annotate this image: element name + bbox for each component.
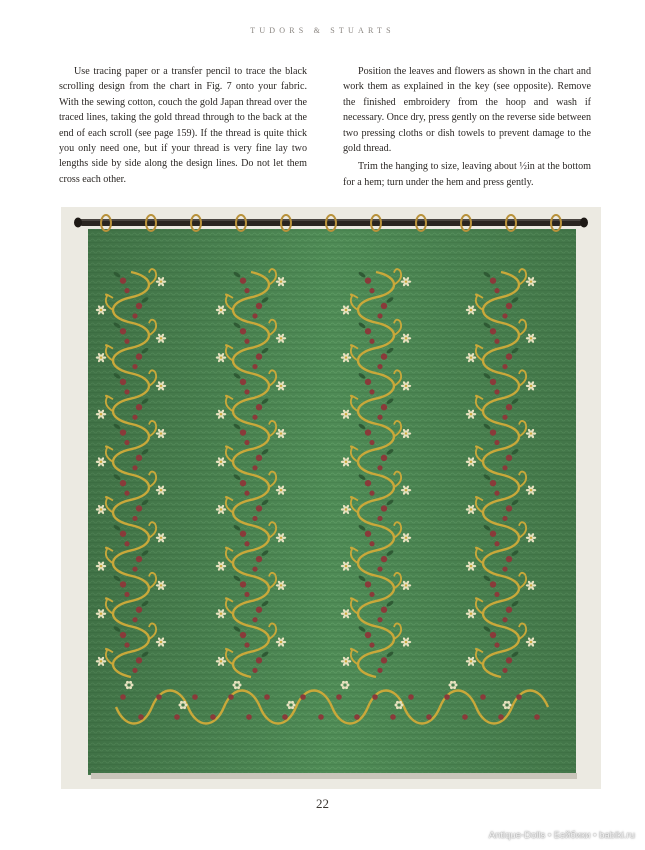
rose-knot bbox=[354, 714, 360, 720]
rose-knot bbox=[365, 581, 371, 587]
daisy-petal bbox=[288, 701, 291, 704]
daisy-petal bbox=[507, 706, 510, 709]
daisy-petal bbox=[126, 681, 129, 684]
rose-knot bbox=[240, 581, 246, 587]
paragraph: Position the leaves and flowers as shown in the chart and work them as explained in the key (see opposite). Remove the finished embroidery from the hoop and wash if necessary. Once dry, press gently on the reverse side between two pressing cloths or dish towels to prevent damage to the gold thread. bbox=[343, 66, 591, 155]
rose-knot bbox=[369, 541, 374, 546]
daisy-center bbox=[280, 280, 282, 282]
rose-knot bbox=[124, 440, 129, 445]
rose-knot bbox=[534, 714, 540, 720]
rose-knot bbox=[120, 328, 126, 334]
rose-knot bbox=[210, 714, 216, 720]
rose-knot bbox=[336, 694, 342, 700]
daisy-petal bbox=[129, 681, 132, 684]
daisy-center bbox=[100, 565, 102, 567]
rose-knot bbox=[244, 339, 249, 344]
rose-knot bbox=[240, 632, 246, 638]
rose-knot bbox=[377, 516, 382, 521]
daisy-petal bbox=[504, 706, 507, 709]
rose-knot bbox=[444, 694, 450, 700]
daisy-petal bbox=[291, 701, 294, 704]
rose-knot bbox=[377, 465, 382, 470]
rose-knot bbox=[124, 491, 129, 496]
rose-knot bbox=[381, 455, 387, 461]
rod-end bbox=[580, 218, 588, 228]
daisy-center bbox=[345, 660, 347, 662]
rose-knot bbox=[490, 277, 496, 283]
daisy-center bbox=[470, 356, 472, 358]
rose-knot bbox=[240, 480, 246, 486]
daisy-center bbox=[530, 537, 532, 539]
daisy-center bbox=[405, 280, 407, 282]
daisy-center bbox=[470, 660, 472, 662]
rose-knot bbox=[136, 455, 142, 461]
daisy-center bbox=[100, 356, 102, 358]
rose-knot bbox=[120, 480, 126, 486]
rose-knot bbox=[506, 404, 512, 410]
daisy-petal bbox=[396, 701, 399, 704]
daisy-center bbox=[470, 413, 472, 415]
rose-knot bbox=[502, 415, 507, 420]
rose-knot bbox=[244, 642, 249, 647]
rose-knot bbox=[240, 429, 246, 435]
panel-shadow bbox=[91, 773, 577, 779]
rose-knot bbox=[490, 328, 496, 334]
rose-knot bbox=[502, 364, 507, 369]
daisy-petal bbox=[183, 701, 186, 704]
watermark: Antique-Dolls • Бэйбики • babiki.ru bbox=[488, 830, 635, 841]
rose-knot bbox=[490, 531, 496, 537]
rose-knot bbox=[136, 404, 142, 410]
daisy-center bbox=[470, 613, 472, 615]
daisy-center bbox=[280, 385, 282, 387]
daisy-petal bbox=[233, 684, 236, 687]
rose-knot bbox=[480, 694, 486, 700]
rose-knot bbox=[381, 303, 387, 309]
rose-knot bbox=[240, 277, 246, 283]
rose-knot bbox=[494, 642, 499, 647]
rose-knot bbox=[506, 353, 512, 359]
daisy-center bbox=[345, 565, 347, 567]
daisy-petal bbox=[288, 706, 291, 709]
rose-knot bbox=[132, 668, 137, 673]
rose-knot bbox=[138, 714, 144, 720]
daisy-center bbox=[280, 432, 282, 434]
daisy-center bbox=[220, 309, 222, 311]
rose-knot bbox=[490, 581, 496, 587]
rose-knot bbox=[365, 632, 371, 638]
rose-knot bbox=[494, 339, 499, 344]
daisy-petal bbox=[183, 706, 186, 709]
daisy-center bbox=[220, 461, 222, 463]
rose-knot bbox=[377, 364, 382, 369]
daisy-petal bbox=[234, 686, 237, 689]
rose-knot bbox=[252, 516, 257, 521]
rose-knot bbox=[124, 288, 129, 293]
rose-knot bbox=[377, 566, 382, 571]
rose-knot bbox=[369, 339, 374, 344]
daisy-center bbox=[160, 584, 162, 586]
daisy-center bbox=[405, 584, 407, 586]
daisy-petal bbox=[237, 686, 240, 689]
daisy-center bbox=[405, 432, 407, 434]
daisy-petal bbox=[453, 681, 456, 684]
rose-knot bbox=[174, 714, 180, 720]
rose-knot bbox=[252, 313, 257, 318]
rose-knot bbox=[244, 491, 249, 496]
rose-knot bbox=[244, 440, 249, 445]
rose-knot bbox=[506, 303, 512, 309]
rose-knot bbox=[381, 353, 387, 359]
daisy-petal bbox=[129, 686, 132, 689]
rose-knot bbox=[494, 541, 499, 546]
daisy-petal bbox=[347, 684, 350, 687]
daisy-petal bbox=[396, 706, 399, 709]
daisy-center bbox=[345, 613, 347, 615]
rose-knot bbox=[120, 277, 126, 283]
daisy-center bbox=[345, 461, 347, 463]
daisy-petal bbox=[401, 704, 404, 707]
daisy-center bbox=[470, 508, 472, 510]
rose-knot bbox=[381, 556, 387, 562]
daisy-center bbox=[345, 508, 347, 510]
rose-knot bbox=[252, 364, 257, 369]
daisy-center bbox=[280, 584, 282, 586]
rose-knot bbox=[132, 465, 137, 470]
rose-knot bbox=[502, 313, 507, 318]
daisy-center bbox=[405, 489, 407, 491]
daisy-petal bbox=[455, 684, 458, 687]
rose-knot bbox=[516, 694, 522, 700]
rose-knot bbox=[132, 313, 137, 318]
left-text-column bbox=[59, 64, 307, 190]
rose-knot bbox=[390, 714, 396, 720]
rose-knot bbox=[136, 607, 142, 613]
daisy-center bbox=[100, 461, 102, 463]
rose-knot bbox=[365, 277, 371, 283]
rose-knot bbox=[252, 668, 257, 673]
daisy-petal bbox=[345, 681, 348, 684]
rose-knot bbox=[132, 566, 137, 571]
daisy-center bbox=[160, 641, 162, 643]
daisy-petal bbox=[450, 686, 453, 689]
rose-knot bbox=[120, 429, 126, 435]
rose-knot bbox=[124, 541, 129, 546]
rose-knot bbox=[124, 642, 129, 647]
daisy-petal bbox=[287, 704, 290, 707]
rose-knot bbox=[381, 657, 387, 663]
daisy-center bbox=[530, 641, 532, 643]
daisy-petal bbox=[293, 704, 296, 707]
rose-knot bbox=[244, 389, 249, 394]
daisy-center bbox=[280, 537, 282, 539]
rose-knot bbox=[120, 379, 126, 385]
rose-knot bbox=[136, 303, 142, 309]
paragraph: Trim the hanging to size, leaving about ½in at the bottom for a hem; turn under the hem and press gently. bbox=[343, 161, 591, 188]
page-number: 22 bbox=[316, 796, 329, 811]
daisy-center bbox=[530, 489, 532, 491]
daisy-petal bbox=[180, 701, 183, 704]
daisy-petal bbox=[131, 684, 134, 687]
rose-knot bbox=[381, 607, 387, 613]
rose-knot bbox=[252, 465, 257, 470]
daisy-petal bbox=[341, 684, 344, 687]
daisy-petal bbox=[450, 681, 453, 684]
rose-knot bbox=[377, 313, 382, 318]
rose-knot bbox=[120, 632, 126, 638]
rose-knot bbox=[120, 531, 126, 537]
rose-knot bbox=[124, 592, 129, 597]
daisy-center bbox=[405, 641, 407, 643]
rose-knot bbox=[132, 516, 137, 521]
rose-knot bbox=[377, 668, 382, 673]
rose-knot bbox=[240, 328, 246, 334]
daisy-petal bbox=[342, 681, 345, 684]
daisy-center bbox=[345, 309, 347, 311]
rose-knot bbox=[252, 415, 257, 420]
daisy-center bbox=[405, 337, 407, 339]
rose-knot bbox=[136, 505, 142, 511]
rose-knot bbox=[256, 404, 262, 410]
daisy-petal bbox=[234, 681, 237, 684]
rose-knot bbox=[256, 353, 262, 359]
daisy-petal bbox=[239, 684, 242, 687]
daisy-center bbox=[100, 613, 102, 615]
rose-knot bbox=[228, 694, 234, 700]
rose-knot bbox=[365, 531, 371, 537]
rose-knot bbox=[502, 516, 507, 521]
daisy-center bbox=[160, 337, 162, 339]
rose-knot bbox=[300, 694, 306, 700]
daisy-center bbox=[530, 280, 532, 282]
rod-end bbox=[74, 218, 82, 228]
rose-knot bbox=[369, 592, 374, 597]
daisy-center bbox=[220, 565, 222, 567]
rose-knot bbox=[244, 592, 249, 597]
daisy-center bbox=[100, 413, 102, 415]
rose-knot bbox=[256, 657, 262, 663]
daisy-center bbox=[160, 537, 162, 539]
rose-knot bbox=[494, 288, 499, 293]
daisy-petal bbox=[345, 686, 348, 689]
rose-knot bbox=[506, 657, 512, 663]
rose-knot bbox=[494, 592, 499, 597]
daisy-petal bbox=[504, 701, 507, 704]
daisy-center bbox=[220, 356, 222, 358]
daisy-petal bbox=[291, 706, 294, 709]
daisy-center bbox=[470, 461, 472, 463]
daisy-petal bbox=[399, 701, 402, 704]
rose-knot bbox=[136, 353, 142, 359]
rose-knot bbox=[240, 531, 246, 537]
rose-knot bbox=[256, 607, 262, 613]
rose-knot bbox=[502, 668, 507, 673]
daisy-petal bbox=[342, 686, 345, 689]
rose-knot bbox=[282, 714, 288, 720]
rose-knot bbox=[490, 632, 496, 638]
daisy-center bbox=[470, 565, 472, 567]
daisy-center bbox=[530, 432, 532, 434]
daisy-petal bbox=[395, 704, 398, 707]
daisy-center bbox=[345, 356, 347, 358]
daisy-petal bbox=[126, 686, 129, 689]
daisy-petal bbox=[507, 701, 510, 704]
rose-knot bbox=[506, 607, 512, 613]
daisy-center bbox=[280, 641, 282, 643]
rose-knot bbox=[426, 714, 432, 720]
daisy-center bbox=[100, 508, 102, 510]
rose-knot bbox=[502, 465, 507, 470]
rose-knot bbox=[124, 339, 129, 344]
rose-knot bbox=[381, 404, 387, 410]
rose-knot bbox=[506, 455, 512, 461]
daisy-petal bbox=[179, 704, 182, 707]
rose-knot bbox=[124, 389, 129, 394]
daisy-center bbox=[100, 309, 102, 311]
rose-knot bbox=[506, 505, 512, 511]
daisy-petal bbox=[185, 704, 188, 707]
rose-knot bbox=[372, 694, 378, 700]
daisy-petal bbox=[453, 686, 456, 689]
rose-knot bbox=[490, 429, 496, 435]
rose-knot bbox=[246, 714, 252, 720]
rose-knot bbox=[156, 694, 162, 700]
embroidery-illustration bbox=[61, 207, 601, 789]
rose-knot bbox=[377, 617, 382, 622]
rose-knot bbox=[256, 303, 262, 309]
rose-knot bbox=[256, 505, 262, 511]
daisy-center bbox=[220, 660, 222, 662]
daisy-center bbox=[470, 309, 472, 311]
rose-knot bbox=[132, 617, 137, 622]
rose-knot bbox=[136, 556, 142, 562]
daisy-center bbox=[160, 280, 162, 282]
embroidery-photo bbox=[61, 207, 601, 789]
rose-knot bbox=[369, 642, 374, 647]
daisy-center bbox=[220, 508, 222, 510]
rose-knot bbox=[502, 617, 507, 622]
daisy-petal bbox=[449, 684, 452, 687]
rose-knot bbox=[506, 556, 512, 562]
rose-knot bbox=[136, 657, 142, 663]
daisy-petal bbox=[503, 704, 506, 707]
rose-knot bbox=[369, 440, 374, 445]
daisy-center bbox=[345, 413, 347, 415]
rose-knot bbox=[498, 714, 504, 720]
rose-knot bbox=[377, 415, 382, 420]
daisy-center bbox=[100, 660, 102, 662]
rose-knot bbox=[494, 389, 499, 394]
rose-knot bbox=[462, 714, 468, 720]
rose-knot bbox=[256, 556, 262, 562]
rose-knot bbox=[369, 491, 374, 496]
rose-knot bbox=[369, 389, 374, 394]
rose-knot bbox=[381, 505, 387, 511]
daisy-petal bbox=[509, 704, 512, 707]
rose-knot bbox=[244, 541, 249, 546]
right-text-column bbox=[343, 64, 591, 193]
running-head: TUDORS & STUARTS bbox=[250, 26, 395, 35]
daisy-center bbox=[160, 489, 162, 491]
daisy-center bbox=[405, 537, 407, 539]
rose-knot bbox=[132, 364, 137, 369]
rose-knot bbox=[252, 566, 257, 571]
rose-knot bbox=[365, 328, 371, 334]
daisy-petal bbox=[399, 706, 402, 709]
rose-knot bbox=[318, 714, 324, 720]
rose-knot bbox=[256, 455, 262, 461]
daisy-center bbox=[530, 584, 532, 586]
rose-knot bbox=[252, 617, 257, 622]
daisy-petal bbox=[237, 681, 240, 684]
daisy-center bbox=[530, 337, 532, 339]
rose-knot bbox=[369, 288, 374, 293]
rose-knot bbox=[365, 379, 371, 385]
rose-knot bbox=[490, 379, 496, 385]
daisy-center bbox=[530, 385, 532, 387]
rose-knot bbox=[264, 694, 270, 700]
daisy-center bbox=[405, 385, 407, 387]
rose-knot bbox=[120, 581, 126, 587]
rose-knot bbox=[132, 415, 137, 420]
rose-knot bbox=[244, 288, 249, 293]
rose-knot bbox=[494, 491, 499, 496]
rose-knot bbox=[494, 440, 499, 445]
daisy-center bbox=[280, 337, 282, 339]
rose-knot bbox=[365, 480, 371, 486]
rose-knot bbox=[120, 694, 126, 700]
daisy-petal bbox=[125, 684, 128, 687]
rose-knot bbox=[240, 379, 246, 385]
rose-knot bbox=[490, 480, 496, 486]
daisy-petal bbox=[180, 706, 183, 709]
daisy-center bbox=[220, 613, 222, 615]
rose-knot bbox=[365, 429, 371, 435]
daisy-center bbox=[160, 432, 162, 434]
daisy-center bbox=[280, 489, 282, 491]
rose-knot bbox=[192, 694, 198, 700]
rose-knot bbox=[408, 694, 414, 700]
daisy-center bbox=[160, 385, 162, 387]
rose-knot bbox=[502, 566, 507, 571]
paragraph: Use tracing paper or a transfer pencil to trace the black scrolling design from the chart in Fig. 7 onto your fabric. With the sewing cotton, couch the gold Japan thread over the traced lines, taking the gold thread through to the back at the end of each scroll (see page 159). If the thread is quite thick you only need one, but if your thread is very fine lay two lengths side by side along the design lines. Do not let them cross each other. bbox=[59, 66, 307, 185]
daisy-center bbox=[220, 413, 222, 415]
